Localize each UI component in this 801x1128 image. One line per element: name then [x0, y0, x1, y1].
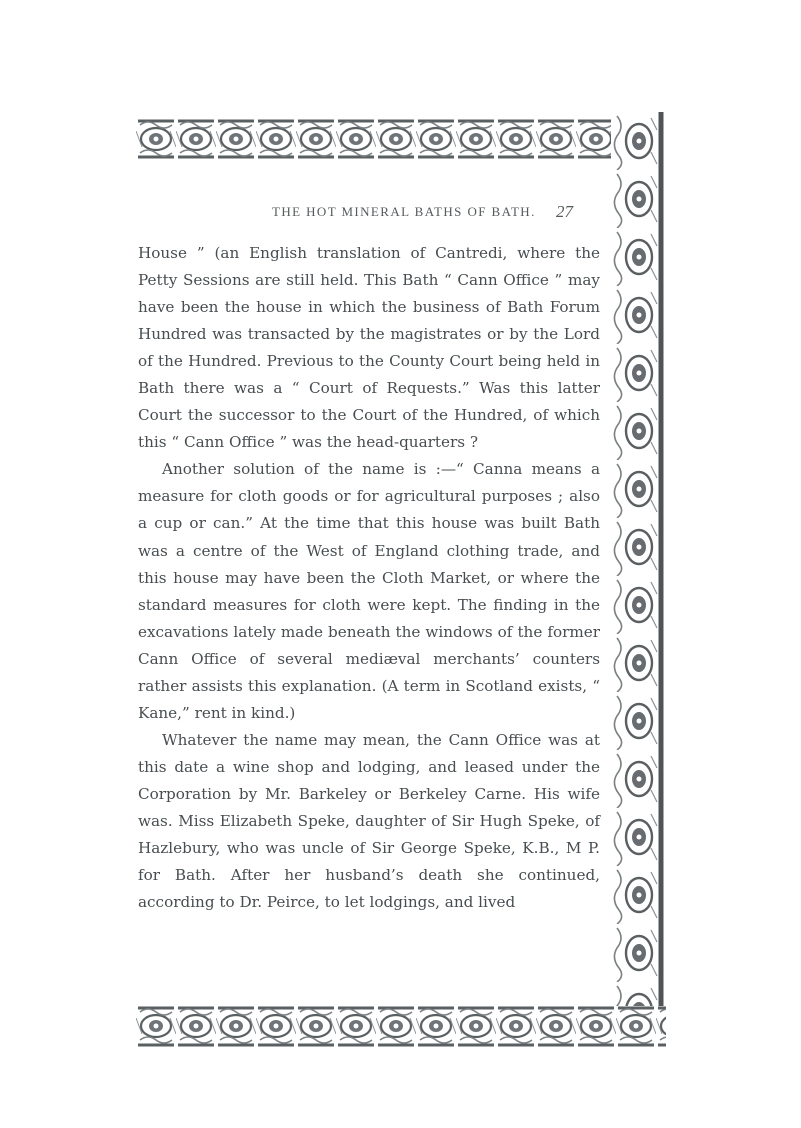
paragraph: Another solution of the name is :—“ Canna means a measure for cloth goods or for agricultural purposes ; also a cup or can.” At the time that this house was built Bath was a centre of the West of England clothing trade, and this house may have been the Cloth Market, or where the standard measures for cloth were kept. The finding in the excavations lately made beneath the windows of the former Cann Office of several mediæval merchants’ counters rather assists this explanation. (A term in Scotland exists, “ Kane,” rent in kind.) — [138, 460, 600, 722]
running-title: THE HOT MINERAL BATHS OF BATH. — [272, 204, 536, 219]
body-text — [138, 240, 600, 916]
ornamental-border-top-icon — [136, 117, 636, 159]
paragraph: House ” (an English translation of Cantredi, where the Petty Sessions are still held. This Bath “ Cann Office ” may have been the house in which the business of Bath Forum Hundred was transacted by the magistrates or by the Lord of the Hundred. Previous to the County Court being held in Bath there was a “ Court of Requests.” Was this latter Court the successor to the Court of the Hundred, of which this “ Cann Office ” was the head-quarters ? — [138, 244, 600, 452]
running-head — [0, 204, 600, 226]
ornamental-border-right-icon — [611, 112, 667, 1044]
paragraph: Whatever the name may mean, the Cann Office was at this date a wine shop and lodging, and leased under the Corporation by Mr. Barkeley or Berkeley Carne. His wife was. Miss Elizabeth Speke, daughter of Sir Hugh Speke, of Hazlebury, who was uncle of Sir George Speke, K.B., M P. for Bath. After her husband’s death she continued, according to Dr. Peirce, to let lodgings, and lived — [138, 730, 600, 912]
page-number: 27 — [556, 202, 573, 221]
ornamental-border-bottom-icon — [136, 1006, 666, 1048]
